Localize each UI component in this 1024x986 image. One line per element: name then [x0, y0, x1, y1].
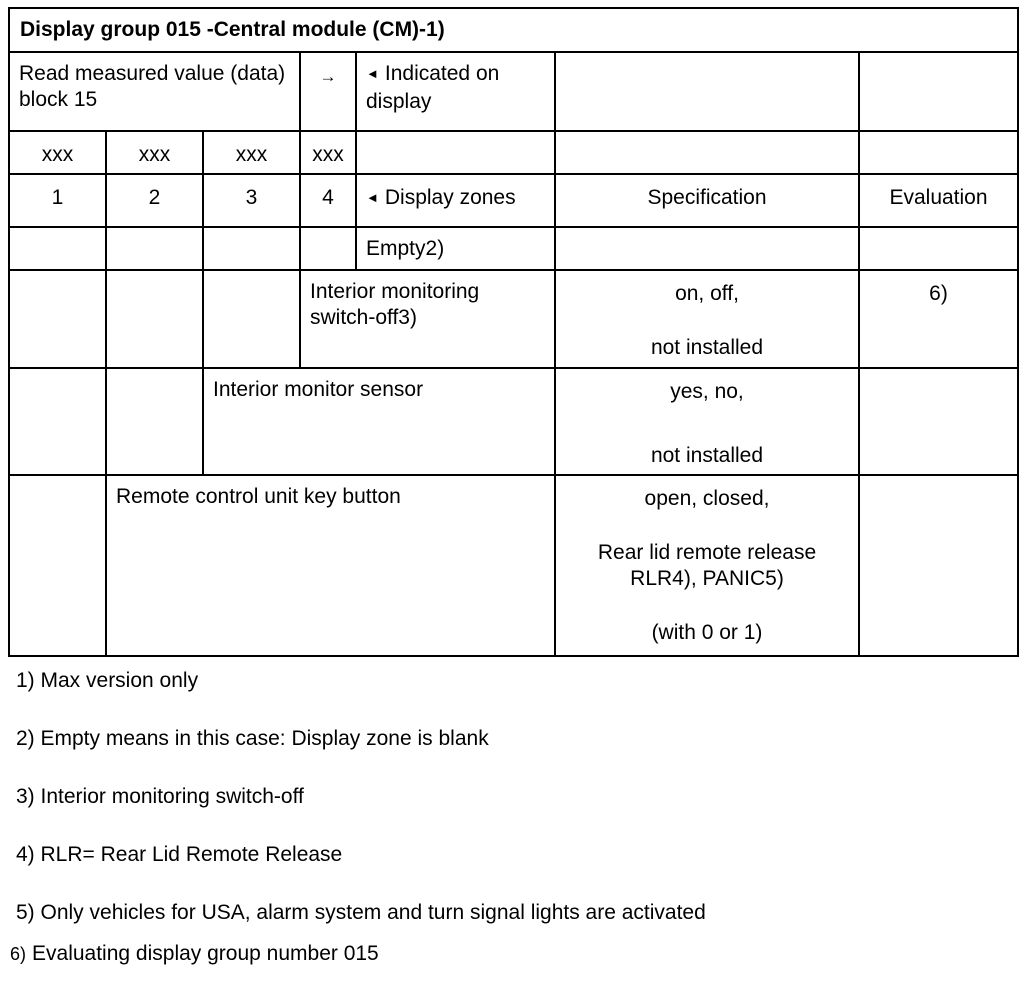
- header-row: [9, 52, 1018, 131]
- right-arrow-cell: [300, 52, 356, 131]
- footnote: 4) RLR= Rear Lid Remote Release: [16, 843, 343, 866]
- specification-header: Specification: [555, 174, 859, 227]
- evaluation-header: Evaluation: [859, 174, 1018, 227]
- footnote: 2) Empty means in this case: Display zone is blank: [16, 727, 489, 750]
- xxx-row: [9, 131, 1018, 174]
- interior-switch-label: Interior monitoring switch-off3): [300, 270, 555, 368]
- empty-label: Empty2): [356, 227, 555, 270]
- blank-cell: [106, 270, 203, 368]
- pointer-left-icon: ◄: [366, 190, 379, 205]
- blank-cell: [203, 227, 300, 270]
- spec-line: not installed: [650, 336, 764, 359]
- read-block-label: Read measured value (data) block 15: [9, 52, 300, 131]
- blank-cell: [106, 227, 203, 270]
- spec-line: open, closed,: [644, 487, 770, 510]
- blank-cell: [9, 227, 106, 270]
- header-empty-eval: [859, 52, 1018, 131]
- interior-switch-spec: [555, 270, 859, 368]
- blank-cell: [859, 475, 1018, 656]
- empty-row: [9, 227, 1018, 270]
- footnote: 5) Only vehicles for USA, alarm system and turn signal lights are activated: [16, 901, 706, 924]
- remote-key-spec: [555, 475, 859, 656]
- xxx-cell: xxx: [203, 131, 300, 174]
- xxx-empty-cell: [555, 131, 859, 174]
- indicated-on-display-cell: [356, 52, 555, 131]
- zones-row: [9, 174, 1018, 227]
- spec-line: yes, no,: [670, 380, 744, 403]
- xxx-empty-cell: [859, 131, 1018, 174]
- zone-number: 3: [203, 174, 300, 227]
- pointer-left-icon: ◄: [366, 66, 379, 81]
- blank-cell: [859, 368, 1018, 475]
- blank-cell: [106, 368, 203, 475]
- remote-key-label: Remote control unit key button: [106, 475, 555, 656]
- spec-line: not installed: [650, 444, 764, 467]
- footnote-6-number: 6): [10, 944, 27, 964]
- interior-switch-row: [9, 270, 1018, 368]
- xxx-empty-cell: [356, 131, 555, 174]
- header-empty-spec: [555, 52, 859, 131]
- interior-sensor-label: Interior monitor sensor: [203, 368, 555, 475]
- measured-value-table: [8, 7, 1019, 657]
- blank-cell: [9, 270, 106, 368]
- xxx-cell: xxx: [106, 131, 203, 174]
- table-title: Display group 015 -Central module (CM)-1): [9, 8, 1018, 52]
- zone-number: 1: [9, 174, 106, 227]
- spec-line: Rear lid remote release: [597, 541, 817, 564]
- zone-number: 4: [300, 174, 356, 227]
- interior-sensor-row: [9, 368, 1018, 475]
- remote-key-row: [9, 475, 1018, 656]
- blank-cell: [9, 475, 106, 656]
- display-zones-cell: [356, 174, 555, 227]
- footnote-6-text: Evaluating display group number 015: [32, 942, 379, 965]
- interior-sensor-spec: [555, 368, 859, 475]
- blank-cell: [859, 227, 1018, 270]
- spec-line: RLR4), PANIC5): [630, 567, 784, 590]
- display-zones-label: Display zones: [384, 186, 516, 209]
- xxx-cell: xxx: [9, 131, 106, 174]
- right-arrow-icon: →: [319, 67, 337, 86]
- footnote: 3) Interior monitoring switch-off: [16, 785, 304, 808]
- xxx-cell: xxx: [300, 131, 356, 174]
- blank-cell: [300, 227, 356, 270]
- zone-number: 2: [106, 174, 203, 227]
- blank-cell: [555, 227, 859, 270]
- blank-cell: [9, 368, 106, 475]
- blank-cell: [203, 270, 300, 368]
- spec-line: (with 0 or 1): [651, 621, 763, 644]
- spec-line: on, off,: [675, 282, 739, 305]
- interior-switch-evaluation: 6): [859, 270, 1018, 368]
- footnote: 1) Max version only: [16, 669, 199, 692]
- indicated-on-display-label: Indicated on display: [366, 62, 500, 113]
- footnote-6: [10, 941, 379, 967]
- title-row: [9, 8, 1018, 52]
